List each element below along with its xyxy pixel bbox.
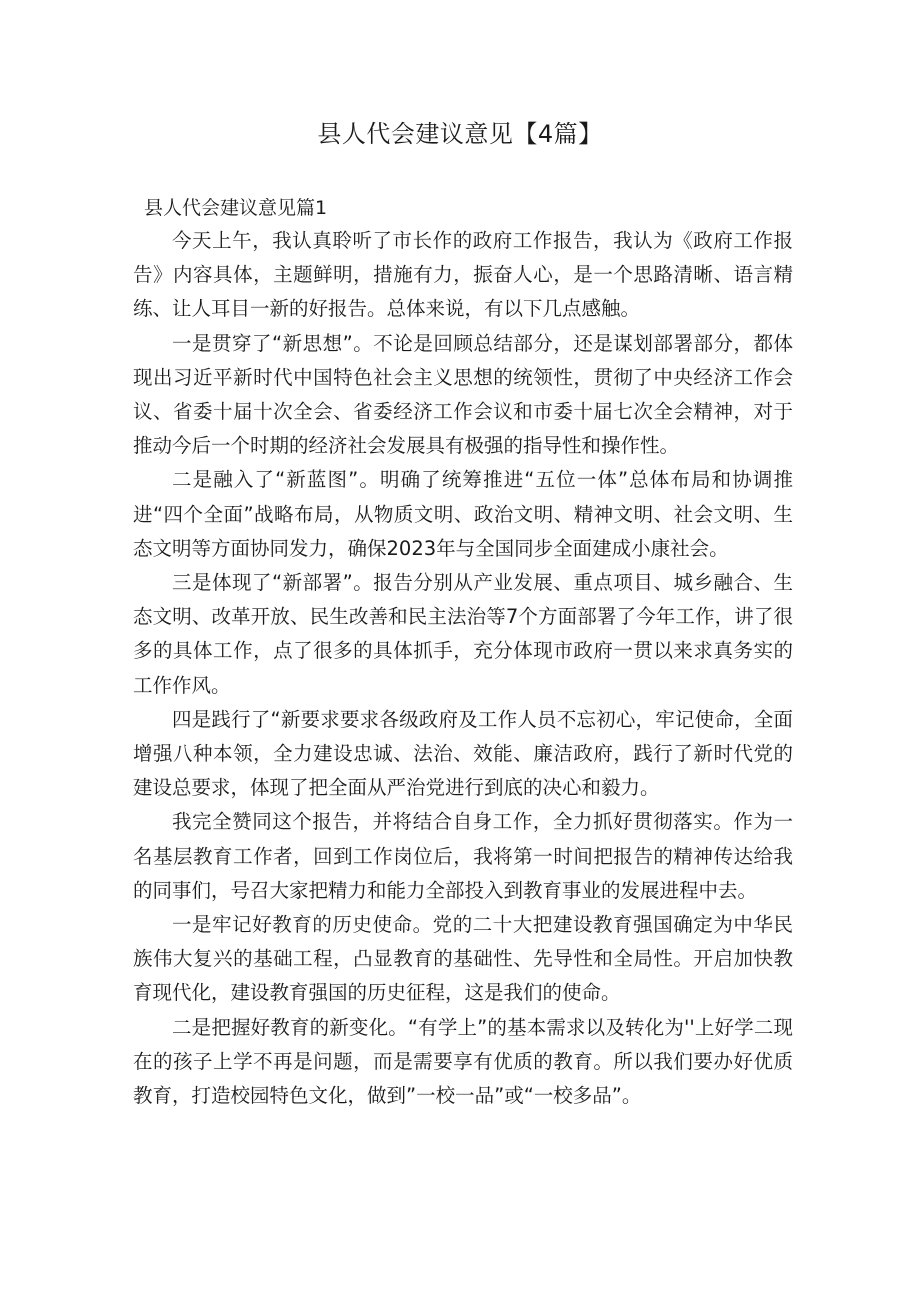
document-title: 县人代会建议意见【4篇】: [317, 120, 603, 148]
paragraph: 一是贯穿了“新思想”。不论是回顾总结部分，还是谋划部署部分，都体现出习近平新时代中国特色社会主义思想的统领性，贯彻了中央经济工作会议、省委十届十次全会、省委经济工作会议和市委十届七次全会精神，对于推动今后一个时期的经济社会发展具有极强的指导性和操作性。: [133, 331, 793, 458]
paragraph: 一是牢记好教育的历史使命。党的二十大把建设教育强国确定为中华民族伟大复兴的基础工程，凸显教育的基础性、先导性和全局性。开启加快教育现代化，建设教育强国的历史征程，这是我们的使命。: [133, 913, 793, 1005]
document-body: [133, 224, 793, 1113]
section-heading: 县人代会建议意见篇1: [144, 197, 328, 219]
paragraph: 二是融入了“新蓝图”。明确了统筹推进“五位一体”总体布局和协调推进“四个全面”战略布局，从物质文明、政治文明、精神文明、社会文明、生态文明等方面协同发力，确保2023年与全国同步全面建成小康社会。: [133, 468, 793, 560]
paragraph: 二是把握好教育的新变化。“有学上”的基本需求以及转化为''上好学二现在的孩子上学不再是问题，而是需要享有优质的教育。所以我们要办好优质教育，打造校园特色文化，做到”一校一品”或“一校多品”。: [133, 1015, 793, 1108]
paragraph: 四是践行了“新要求要求各级政府及工作人员不忘初心，牢记使命，全面增强八种本领，全力建设忠诚、法治、效能、廉洁政府，践行了新时代党的建设总要求，体现了把全面从严治党进行到底的决心和毅力。: [133, 707, 793, 800]
paragraph: 我完全赞同这个报告，并将结合自身工作，全力抓好贯彻落实。作为一名基层教育工作者，回到工作岗位后，我将第一时间把报告的精神传达给我的同事们，号召大家把精力和能力全部投入到教育事业的发展进程中去。: [133, 810, 793, 902]
paragraph: 三是体现了“新部署”。报告分别从产业发展、重点项目、城乡融合、生态文明、改革开放、民生改善和民主法治等7个方面部署了今年工作，讲了很多的具体工作，点了很多的具体抓手，充分体现市政府一贯以来求真务实的工作作风。: [133, 571, 793, 697]
paragraph: 今天上午，我认真聆听了市长作的政府工作报告，我认为《政府工作报告》内容具体，主题鲜明，措施有力，振奋人心，是一个思路清晰、语言精练、让人耳目一新的好报告。总体来说，有以下几点感触。: [133, 229, 793, 321]
